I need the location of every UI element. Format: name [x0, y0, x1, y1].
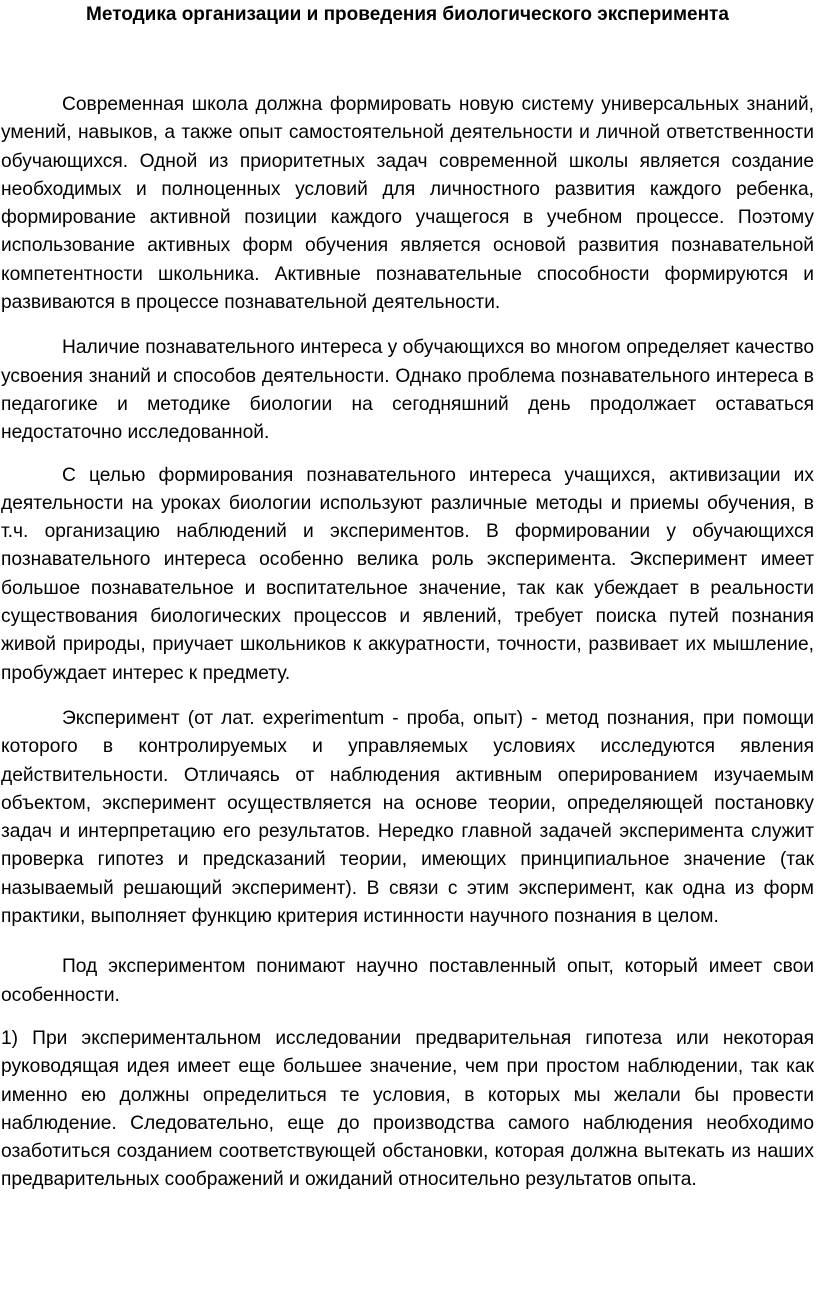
- paragraph-experiment-features: Под экспериментом понимают научно поставленный опыт, который имеет свои особенности.: [1, 956, 814, 1006]
- paragraph-cognitive-interest: Наличие познавательного интереса у обучающихся во многом определяет качество усвоения знаний и способов деятельности. Однако проблема познавательного интереса в педагогике и методике биологии на сегодняшний день продолжает оставаться недостаточно исследованной.: [1, 337, 814, 444]
- paragraph-intro: Современная школа должна формировать новую систему универсальных знаний, умений, навыков, а также опыт самостоятельной деятельности и личной ответственности обучающихся. Одной из приоритетных задач современной школы является создание необходимых и полноценных условий для личностного развития каждого ребенка, формирование активной позиции каждого учащегося в учебном процессе. Поэтому использование активных форм обучения является основой развития познавательной компетентности школьника. Активные познавательные способности формируются и развиваются в процессе познавательной деятельности.: [1, 94, 814, 314]
- paragraph-experiment-definition: Эксперимент (от лат. experimentum - проба, опыт) - метод познания, при помощи которого в контролируемых и управляемых условиях исследуются явления действительности. Отличаясь от наблюдения активным оперированием изучаемым объектом, эксперимент осуществляется на основе теории, определяющей постановку задач и интерпретацию его результатов. Нередко главной задачей эксперимента служит проверка гипотез и предсказаний теории, имеющих принципиальное значение (так называемый решающий эксперимент). В связи с этим эксперимент, как одна из форм практики, выполняет функцию критерия истинности научного познания в целом.: [1, 707, 814, 928]
- paragraph-methods: С целью формирования познавательного интереса учащихся, активизации их деятельности на уроках биологии используют различные методы и приемы обучения, в т.ч. организацию наблюдений и экспериментов. В формировании у обучающихся познавательного интереса особенно велика роль эксперимента. Эксперимент имеет большое познавательное и воспитательное значение, так как убеждает в реальности существования биологических процессов и явлений, требует поиска путей познания живой природы, приучает школьников к аккуратности, точности, развивает их мышление, пробуждает интерес к предмету.: [1, 464, 814, 684]
- paragraph-feature-1: 1) При экспериментальном исследовании предварительная гипотеза или некоторая руководящая идея имеет еще большее значение, чем при простом наблюдении, так как именно ею должны определиться те условия, в которых мы желали бы провести наблюдение. Следовательно, еще до производства самого наблюдения необходимо озаботиться созданием соответствующей обстановки, которая должна вытекать из наших предварительных соображений и ожиданий относительно результатов опыта.: [1, 1027, 814, 1191]
- document-title: Методика организации и проведения биологического эксперимента: [86, 4, 729, 25]
- document-body: [1, 91, 814, 1195]
